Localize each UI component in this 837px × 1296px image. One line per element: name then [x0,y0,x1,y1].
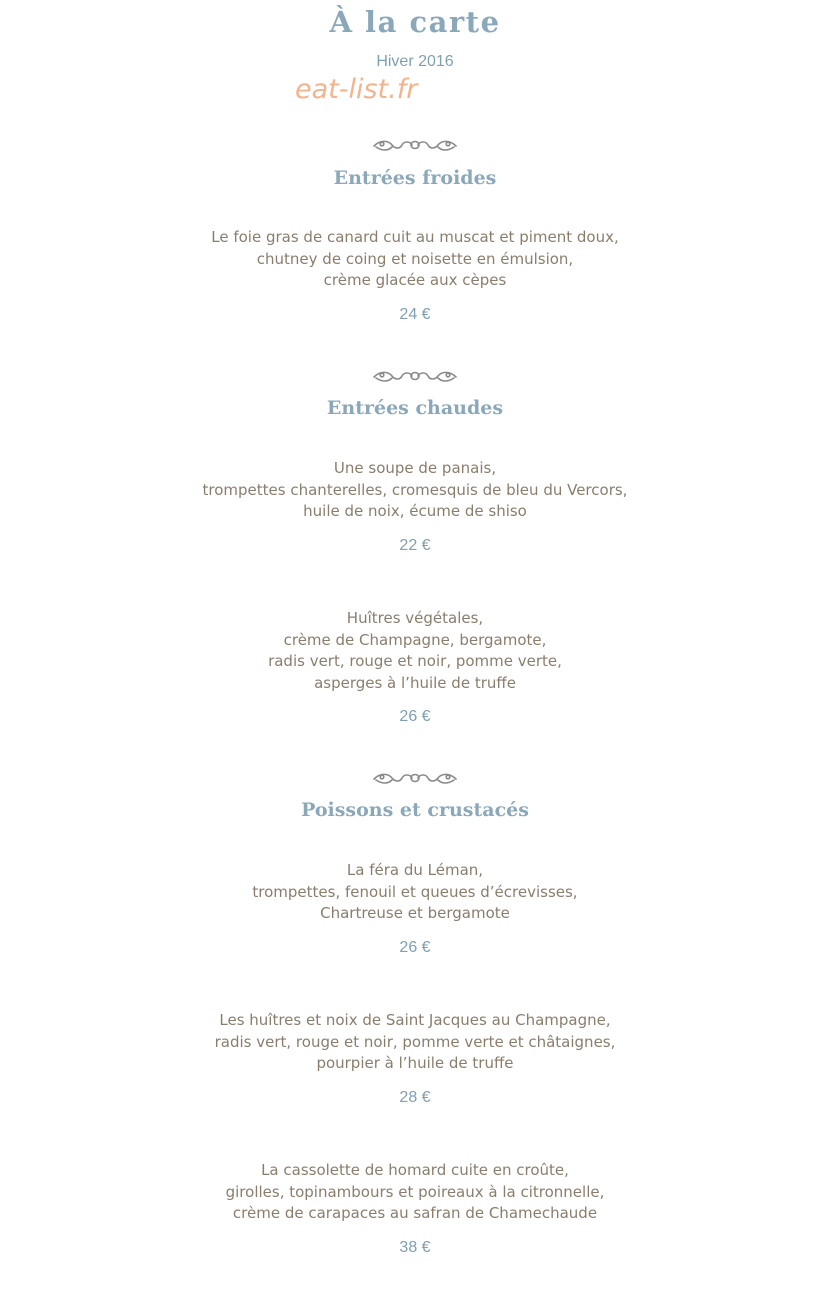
dish-line: pourpier à l’huile de truffe [316,1054,514,1072]
dish-line: La féra du Léman, [346,861,484,879]
dish-description [0,1160,830,1225]
page-title: À la carte [329,5,501,39]
dish-description [0,608,830,694]
dish-price: 24 € [399,306,431,323]
section-title-entrees-froides: Entrées froides [333,167,497,189]
dish-line: crème de carapaces au safran de Chamechaude [232,1204,598,1222]
dish-price: 38 € [399,1239,431,1256]
dish-line: crème glacée aux cèpes [323,271,507,289]
flourish-divider-icon [372,769,458,787]
dish-price: 26 € [399,708,431,725]
dish-line: crème de Champagne, bergamote, [283,630,547,649]
dish-description [0,1010,830,1075]
dish-description [0,860,830,925]
dish-line: trompettes chanterelles, cromesquis de bleu du Vercors, [202,480,628,499]
flourish-divider-icon [372,136,458,154]
dish-line: Huîtres végétales, [346,609,484,627]
dish-line: Chartreuse et bergamote [320,904,510,922]
dish-line: girolles, topinambours et poireaux à la citronnelle, [225,1182,605,1201]
dish-line: La cassolette de homard cuite en croûte, [261,1161,569,1179]
dish-line: chutney de coing et noisette en émulsion, [256,249,574,268]
dish-line: huile de noix, écume de shiso [303,502,527,520]
watermark: eat-list.fr [295,74,418,105]
dish-line: Le foie gras de canard cuit au muscat et piment doux, [211,228,619,246]
season-label: Hiver 2016 [376,53,454,70]
dish-price: 26 € [399,939,431,956]
section-title-entrees-chaudes: Entrées chaudes [326,397,504,419]
dish-line: trompettes, fenouil et queues d’écrevisses, [252,882,578,901]
dish-line: asperges à l’huile de truffe [314,673,516,692]
dish-line: radis vert, rouge et noir, pomme verte, [268,652,562,670]
dish-price: 22 € [399,537,431,554]
section-title-poissons-crustaces: Poissons et crustacés [301,799,529,821]
dish-price: 28 € [399,1089,431,1106]
dish-line: Les huîtres et noix de Saint Jacques au Champagne, [219,1011,611,1029]
dish-line: radis vert, rouge et noir, pomme verte et châtaignes, [214,1032,616,1051]
dish-description [0,458,830,523]
dish-line: Une soupe de panais, [333,459,497,477]
dish-description [0,227,830,292]
flourish-divider-icon [372,367,458,385]
